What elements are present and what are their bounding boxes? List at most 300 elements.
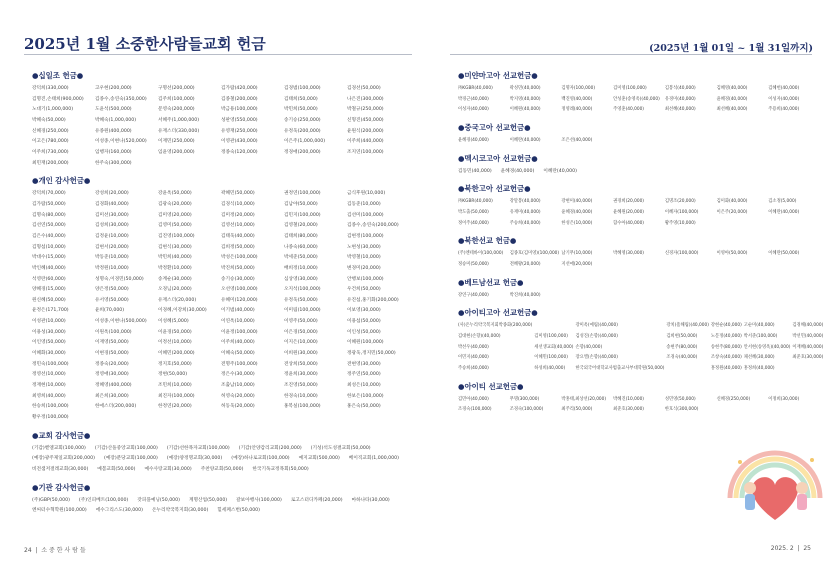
donor-entry: 안행보(100,000) [347, 276, 384, 282]
donor-entry: 조경숙(100,000) [509, 407, 544, 413]
donor-entry: 갓피플예닝(50,000) [137, 497, 180, 503]
donor-entry: 한국외국어대학교사범출교사부대학원(50,000) [575, 365, 665, 371]
figure-head-right [796, 482, 808, 494]
donor-entry: 이미림(100,000) [284, 308, 321, 314]
donor-entry: 주찬양교회(50,000) [200, 467, 244, 472]
donor-entry: 최성은(10,000) [347, 383, 381, 389]
donor-entry: 황주영(10,000) [664, 220, 696, 226]
donor-entry: 이인성(50,000) [347, 329, 381, 335]
donor-entry: 정윤희(30,000) [284, 372, 318, 378]
section-heading: ●십일조 헌금● [32, 71, 84, 80]
donor-entry: (주)엔테바이(100,000) [458, 251, 504, 257]
donor-entry: (주)GBP(50,000) [32, 497, 70, 503]
donor-entry: 박지영(40,000) [509, 96, 541, 102]
donor-entry: 이현경(50,000) [95, 351, 129, 357]
donor-entry: 송기승(30,000) [221, 276, 255, 282]
donor-entry: 강미옥(예림)(40,000) [575, 323, 618, 329]
donor-entry: 김정윤(10,000) [95, 233, 129, 239]
donor-entry: 이윤정(100,000) [221, 329, 258, 335]
donor-list [458, 395, 818, 416]
donor-entry: 유영재(250,000) [221, 128, 258, 134]
donor-entry: 김희현(50,000) [666, 333, 698, 339]
donor-entry: 심상영(30,000) [284, 276, 318, 282]
donor-entry: 김가람(420,000) [221, 86, 258, 91]
donor-entry: 김명조(20,000) [664, 199, 696, 205]
donor-entry: 마하나타(30,000) [351, 497, 390, 503]
donor-entry: 이윤경(50,000) [158, 329, 192, 335]
donor-entry: 유경미(40,000) [664, 96, 696, 102]
donor-entry: 최은희(30,000) [95, 393, 129, 399]
donor-entry: 유종원(400,000) [95, 128, 132, 134]
donor-entry: 이재영(50,000) [95, 340, 129, 346]
donor-entry: 김은수(40,000) [32, 233, 66, 239]
donation-section [458, 307, 824, 374]
donor-entry: 정종숙(120,000) [221, 149, 258, 155]
donor-entry: 전상희(50,000) [284, 361, 318, 367]
donor-entry: ㈜KGBR(40,000) [458, 199, 493, 205]
donor-entry: 남기무(10,000) [561, 251, 593, 257]
donor-entry: 김가람(50,000) [32, 201, 66, 207]
donor-entry: 비전샘저절레교회(30,000) [32, 467, 89, 472]
donor-entry: 이은경(50,000) [284, 329, 318, 335]
donor-entry: 윤혜경(40,000) [500, 168, 535, 174]
donor-entry: 김영선(10,000) [221, 223, 255, 229]
donor-entry: 김진영(100,000) [158, 233, 195, 239]
donor-entry: 박정원(10,000) [95, 265, 129, 271]
donor-entry: 박인혜(40,000) [32, 265, 66, 271]
donor-entry: 김주희(100,000) [158, 96, 195, 102]
donor-entry: (기감)산돌중앙교회(100,000) [94, 445, 158, 451]
section-heading: ●아이티고아 선교헌금● [458, 308, 538, 318]
donor-entry: 양혜경(15,000) [32, 287, 66, 293]
donor-list [458, 136, 818, 147]
donor-entry: 김경범(100,000) [284, 86, 321, 91]
donor-entry: 정영례(40,000) [561, 107, 593, 113]
donor-entry: 김종수,송연숙(350,000) [95, 96, 147, 102]
donor-entry: 예수사랑교회(30,000) [144, 467, 192, 472]
donor-entry: 한경숙(10,000) [284, 393, 318, 399]
donor-entry: 김영철(20,000) [284, 223, 318, 229]
donor-entry: 조경숙(40,000) [666, 355, 698, 361]
section-heading: ●북한고아 선교헌금● [458, 184, 531, 194]
donor-entry: 박세준(50,000) [284, 255, 318, 261]
donor-entry: 성민영(50,000) [664, 396, 696, 402]
donor-entry: 이혜원(100,000) [347, 340, 384, 346]
donor-entry: 한애스더(200,000) [95, 404, 137, 410]
donor-list [32, 444, 408, 476]
issue-date: 2025. 2 [770, 545, 794, 552]
donor-entry: 김봉석(40,000) [664, 86, 696, 91]
donor-entry: 김미선(30,000) [95, 212, 129, 218]
donor-entry: 이혜원(40,000) [509, 107, 541, 113]
donor-entry: 김혜헌(40,000) [768, 86, 800, 91]
donor-list [32, 496, 408, 517]
donor-entry: 유정욱(200,000) [284, 128, 321, 134]
donor-entry: 송현주(80,000) [666, 344, 698, 350]
donor-entry: 김현서(20,000) [95, 244, 129, 250]
donor-entry: 정영애(30,000) [95, 372, 129, 378]
date-range: (2025년 1월 01일 ~ 1월 31일까지) [649, 43, 813, 54]
donor-entry: 윤정은(171,700) [32, 308, 69, 314]
donor-entry: 이인영(50,000) [32, 340, 66, 346]
donor-entry: 정지호(50,000) [158, 361, 192, 367]
donor-entry: 에수그리스도(30,000) [95, 508, 143, 514]
donor-entry: 함수아(40,000) [613, 220, 644, 226]
donor-entry: 김선미(100,000) [347, 212, 384, 218]
donor-entry: 이혜란(40,000) [768, 209, 800, 215]
donor-entry: 변경미(20,000) [347, 265, 381, 271]
donor-entry: 김태욱(40,000) [221, 233, 255, 239]
donor-entry: 지선애(20,000) [561, 261, 593, 267]
donor-entry: 김미화(40,000) [716, 199, 748, 205]
donor-entry: 송계순(30,000) [158, 276, 192, 282]
donor-entry: 최영희(40,000) [32, 393, 66, 399]
donor-entry: 노대기(1,000,000) [32, 107, 74, 113]
figure-head-left [744, 482, 756, 494]
donor-list [458, 291, 818, 302]
donor-entry: 이재민(250,000) [158, 139, 195, 145]
donor-entry: 김광숙(20,000) [158, 201, 192, 207]
donor-entry: 조창숙(40,000) [710, 355, 742, 361]
donor-entry: ㈜KGBR(40,000) [458, 86, 493, 91]
section-heading: ●미얀마고아 선교헌금● [458, 71, 538, 80]
donor-entry: 이용섭(50,000) [347, 319, 381, 325]
donor-entry: 장요엘(손향)(40,000) [575, 355, 618, 361]
donor-entry: 한성은(10,000) [561, 220, 593, 226]
section-heading: ●북한선교 헌금● [458, 236, 517, 246]
donation-section [458, 381, 818, 416]
donor-entry: 주승희(40,000) [458, 365, 489, 371]
donor-entry: 이영주(50,000) [284, 319, 318, 325]
section-heading: ●기관 감사헌금● [32, 482, 91, 492]
donor-entry: 김희정(50,000) [221, 244, 255, 250]
donor-entry: 김선연(50,000) [32, 223, 66, 229]
donor-entry: 이은주(20,000) [716, 209, 748, 215]
donor-entry: 이경혜,이강희(30,000) [158, 308, 207, 314]
donor-entry: 이용성(30,000) [32, 329, 66, 335]
donor-entry: 유재미(40,000) [509, 209, 541, 215]
donation-section [32, 482, 408, 517]
donor-entry: 최선혜(40,000) [664, 107, 696, 113]
donor-entry: 나은진(300,000) [347, 96, 384, 102]
donor-entry: 박경근(40,000) [458, 96, 489, 102]
donor-entry: (예장)하나로교회(100,000) [231, 456, 290, 462]
donor-entry: 전혜왕(20,000) [509, 261, 541, 267]
donor-entry: 배희정(10,000) [284, 265, 318, 271]
donor-entry: 이정선(10,000) [158, 340, 192, 346]
heart-rainbow-illustration [720, 418, 825, 533]
donor-entry: (예장)광주제일교회(200,000) [32, 456, 95, 462]
donor-entry: 김경해(40,000) [792, 323, 824, 329]
section-heading: ●멕시코고아 선교헌금● [458, 153, 538, 163]
donation-section [458, 153, 818, 178]
donor-entry: 송현주(80,000) [710, 344, 742, 350]
donor-entry: 윤원식(200,000) [347, 128, 384, 134]
donor-entry: 김대현(손향)(40,000) [458, 333, 501, 339]
donor-entry: 강덕희(70,000) [32, 191, 66, 197]
donor-entry: 김현정(100,000) [347, 233, 384, 239]
donor-list [458, 249, 818, 270]
donor-entry: 오경님(20,000) [158, 287, 192, 293]
footer-right: 2025. 2 | 25 [770, 545, 811, 552]
donor-entry: 하성희(40,000) [534, 365, 566, 371]
donor-entry: 갈보아행사(100,000) [236, 497, 282, 503]
donor-entry: 정광욱,정지민(50,000) [347, 351, 396, 357]
left-page-column [32, 70, 408, 523]
donor-entry: 최주리(50,000) [561, 407, 593, 413]
donor-entry: 유서영(50,000) [95, 297, 129, 303]
sparkle-dot [810, 458, 814, 462]
donor-entry: 박정환(10,000) [158, 265, 192, 271]
donor-entry: 홍정희(40,000) [743, 365, 775, 371]
donor-entry: 최진자(100,000) [158, 393, 195, 399]
section-heading: ●교회 감사헌금● [32, 430, 91, 440]
donor-entry: 박선민(40,000) [792, 333, 824, 339]
donor-entry: 박선우(40,000) [458, 344, 489, 350]
donor-entry: 윤혜경(40,000) [716, 96, 748, 102]
donor-entry: 한주숙(300,000) [95, 160, 132, 166]
donor-entry: 이지은(10,000) [284, 340, 318, 346]
sparkle-dot [738, 460, 742, 464]
right-page-column [458, 70, 824, 422]
donor-entry: 이보영(30,000) [347, 308, 381, 314]
donor-entry: 한승희(100,000) [32, 404, 69, 410]
donor-entry: 박혜영(30,000) [613, 251, 644, 257]
donor-entry: 백진영(40,000) [561, 96, 593, 102]
donor-entry: 강현미(40,000) [561, 199, 593, 205]
donor-entry: 곽혜민(50,000) [221, 191, 255, 197]
donor-entry: 최민재(200,000) [32, 160, 69, 166]
donor-entry: 김영미(50,000) [158, 223, 192, 229]
donor-entry: 김미영(20,000) [158, 212, 192, 218]
donor-entry: 조진영(50,000) [284, 383, 318, 389]
donor-entry: 유재스더(330,000) [158, 128, 200, 134]
donor-entry: 허동욱(20,000) [221, 404, 255, 410]
donor-entry: 김현식(30,000) [158, 244, 192, 250]
donor-entry: 이성종,이현나(520,000) [95, 139, 147, 145]
donor-entry: 박대수(15,000) [32, 255, 66, 261]
donor-entry: 주용희(40,000) [768, 107, 800, 113]
donor-entry: 윤혜경(40,000) [458, 137, 489, 143]
donor-entry: 임행자(160,000) [95, 149, 132, 155]
donor-entry: 원신혜(50,000) [32, 297, 66, 303]
section-heading: ●베트남선교 헌금● [458, 277, 524, 287]
donor-entry: 이혜란(40,000) [509, 137, 541, 143]
donation-section [458, 70, 818, 116]
donor-entry: 전명주(100,000) [221, 361, 258, 367]
donor-entry: 이기범(40,000) [221, 308, 255, 314]
donor-list [458, 321, 824, 374]
page-number-right: 25 [803, 545, 811, 552]
donor-entry: 이민지(40,000) [458, 355, 489, 361]
donor-entry: 노현성(30,000) [347, 244, 381, 250]
donor-entry: 김경화(40,000) [95, 201, 129, 207]
donor-entry [666, 364, 709, 375]
donor-entry: 이혜자(100,000) [664, 209, 699, 215]
donor-entry: 이성혜(5,000) [158, 319, 189, 325]
donor-entry: 신혜경(250,000) [32, 128, 69, 134]
donation-section [32, 175, 408, 423]
donor-entry: (예장)분당교회(100,000) [103, 456, 158, 462]
donor-entry: 강현순(40,000) [710, 323, 742, 329]
donor-entry: 정종숙(20,000) [95, 361, 129, 367]
donor-entry: 박혜숙(50,000) [32, 117, 66, 123]
donor-entry: 김태희(50,000) [284, 96, 318, 102]
donor-entry: 유진섭,홍기화(200,000) [347, 297, 399, 303]
donor-entry: 힐세페스번(50,000) [217, 508, 260, 514]
donor-entry: 홍은숙(50,000) [347, 404, 381, 410]
donor-entry: 이혜란(50,000) [768, 251, 800, 257]
donor-entry: 곽성민(40,000) [509, 86, 541, 91]
donor-entry: 박도출(50,000) [458, 209, 489, 215]
donor-entry: 김종철(200,000) [221, 96, 258, 102]
donor-entry: 조민희(10,000) [158, 383, 192, 389]
donor-entry: 김명숙(80,000) [32, 212, 66, 218]
donor-entry: 이정희(30,000) [768, 396, 800, 402]
donor-entry: 윤희(70,000) [95, 308, 125, 314]
donor-entry: 문영숙(200,000) [158, 107, 195, 113]
donor-entry: 조지연(100,000) [347, 149, 384, 155]
donor-entry: 노문정(40,000) [710, 333, 742, 339]
donor-entry: 주영훈(40,000) [613, 107, 644, 113]
donor-entry: 고우현(200,000) [95, 86, 132, 91]
donor-entry: 강윤옥(50,000) [158, 191, 192, 197]
donor-entry: 박동준(10,000) [95, 255, 129, 261]
donor-entry: 김종호(김미영)(100,000) [509, 251, 560, 257]
donor-entry: 김경선(50,000) [347, 86, 381, 91]
donor-list [32, 189, 408, 423]
donor-entry: 계명산업(50,000) [188, 497, 228, 503]
donor-list [458, 84, 818, 116]
donation-section [458, 122, 818, 147]
donor-entry: 안서현(송영옥)(40,000) [743, 344, 791, 350]
donor-entry: 김성희(30,000) [95, 223, 129, 229]
donation-section [458, 277, 818, 302]
donor-entry: 김소정(5,000) [768, 199, 797, 205]
title-divider-right [450, 54, 812, 55]
section-heading: ●중국고아 선교헌금● [458, 122, 531, 132]
donation-section [32, 430, 408, 476]
donor-entry: 한국기독교정목회(50,000) [252, 467, 309, 472]
magazine-name: 소 중 한 사 람 들 [41, 547, 86, 554]
donor-entry: 최선혜(40,000) [716, 107, 748, 113]
donor-entry: 예봄교회(50,000) [97, 467, 136, 472]
donor-entry: 신혜경(250,000) [716, 396, 751, 402]
section-heading: ●아이티 선교헌금● [458, 381, 524, 391]
donor-entry: 정은수(30,000) [221, 372, 255, 378]
donor-entry: 이혜숙(50,000) [221, 351, 255, 357]
donor-entry: 이성종,이현나(500,000) [95, 319, 147, 325]
donor-entry: 이영관(430,000) [221, 139, 258, 145]
donor-entry: 김민아(40,000) [458, 396, 489, 402]
donor-entry: 성명숙,이경민(50,000) [95, 276, 144, 282]
donor-entry [534, 321, 573, 332]
donor-entry: 박진희(50,000) [221, 265, 255, 271]
donor-entry: 한정연(20,000) [158, 404, 192, 410]
donor-entry: 황우정(100,000) [32, 415, 69, 421]
donor-entry: 이연옥(10,000) [221, 319, 255, 325]
donor-entry: (기성)석도성결교회(50,000) [310, 445, 371, 451]
donor-entry: 이성관(10,000) [32, 319, 66, 325]
donor-list [458, 167, 818, 178]
donor-entry: 윤혜경(40,000) [561, 209, 593, 215]
heart-icon [752, 477, 798, 520]
page-title: 2025년 1월 소중한사람들교회 헌금 [24, 35, 266, 53]
donor-entry: 한보은(100,000) [347, 393, 384, 399]
donor-entry: 김형섭(10,000) [32, 244, 66, 250]
donor-entry: 세선생교회(40,000) [534, 344, 574, 350]
donation-section [458, 235, 818, 270]
donor-entry: 윤혜원(20,000) [613, 209, 644, 215]
donor-list [32, 84, 408, 169]
donor-entry: 이재혜(40,000) [792, 344, 824, 350]
donor-entry: 강연구(40,000) [458, 292, 489, 298]
page-number-left: 24 [24, 547, 32, 554]
donor-entry: 정승미(50,000) [458, 261, 489, 267]
donor-entry: 신형진(450,000) [347, 117, 384, 123]
donor-entry: 박영철(10,000) [347, 255, 381, 261]
donor-entry: 예지교회(500,000) [298, 456, 340, 462]
donor-entry: 이혜민(200,000) [158, 351, 195, 357]
donor-entry: 금식후원(10,000) [347, 191, 386, 197]
donor-entry: 김동민(40,000) [458, 168, 492, 174]
donor-entry: 강말봉(40,000) [509, 199, 541, 205]
donor-entry: 이영아(50,000) [716, 251, 748, 257]
donor-entry: 유재스더(20,000) [158, 297, 197, 303]
donor-entry: 엔씨터수혁학원(100,000) [32, 508, 87, 514]
donor-entry: 정경애(200,000) [284, 149, 321, 155]
donor-entry: 김성진(손향)(40,000) [575, 333, 618, 339]
donor-entry: 이혜란(40,000) [543, 168, 577, 174]
donor-entry: 김명자(100,000) [561, 86, 595, 91]
donor-entry: (기감)선한목자교회(100,000) [166, 445, 230, 451]
donor-entry: 조은선(40,000) [561, 137, 593, 143]
donor-entry: 성판영(550,000) [221, 117, 258, 123]
donor-entry: 이혜민(100,000) [534, 355, 568, 361]
donor-entry: 김미정(20,000) [221, 212, 255, 218]
donor-entry: 이주희(440,000) [347, 139, 384, 145]
donor-entry: 도윤석(500,000) [95, 107, 132, 113]
donation-section [32, 70, 408, 169]
donor-entry: 박금용(100,000) [221, 107, 258, 113]
donor-entry: 베이직교회(1,000,000) [348, 456, 399, 462]
donor-entry: 이주희(40,000) [221, 340, 255, 346]
donor-entry: 조출남(10,000) [221, 383, 255, 389]
donor-entry: 석영란(60,000) [32, 276, 66, 282]
donor-entry: 유정욱(50,000) [284, 297, 318, 303]
donor-entry: 김경식(10,000) [221, 201, 255, 207]
donor-entry: 이은주(1,000,000) [284, 139, 326, 145]
donor-entry: 손향(40,000) [575, 344, 603, 350]
donor-entry: 채선혜(30,000) [743, 355, 775, 361]
donor-entry: 양은정(50,000) [95, 287, 129, 293]
donor-entry: 김미영(100,000) [534, 333, 568, 339]
donor-entry: 권정연(100,000) [284, 191, 321, 197]
donor-entry: 김동준(10,000) [347, 201, 381, 207]
donor-entry: 정이주(40,000) [458, 220, 489, 226]
donor-entry: 송기승(250,000) [284, 117, 321, 123]
donor-entry: 우건희(50,000) [347, 287, 381, 293]
donor-entry: 박진희(40,000) [509, 292, 541, 298]
donor-entry: 주승희(40,000) [509, 220, 541, 226]
donor-entry: 구명선(200,000) [158, 86, 195, 91]
footer-left: 24 | 소 중 한 사 람 들 [24, 547, 86, 554]
title-divider-left [24, 54, 412, 55]
donor-entry: 나종숙(60,000) [284, 244, 318, 250]
donor-entry: (예장)양정명교회(30,000) [166, 456, 223, 462]
donor-entry: 최준호(30,000) [792, 355, 824, 361]
donor-entry: 한호식(300,000) [664, 407, 699, 413]
